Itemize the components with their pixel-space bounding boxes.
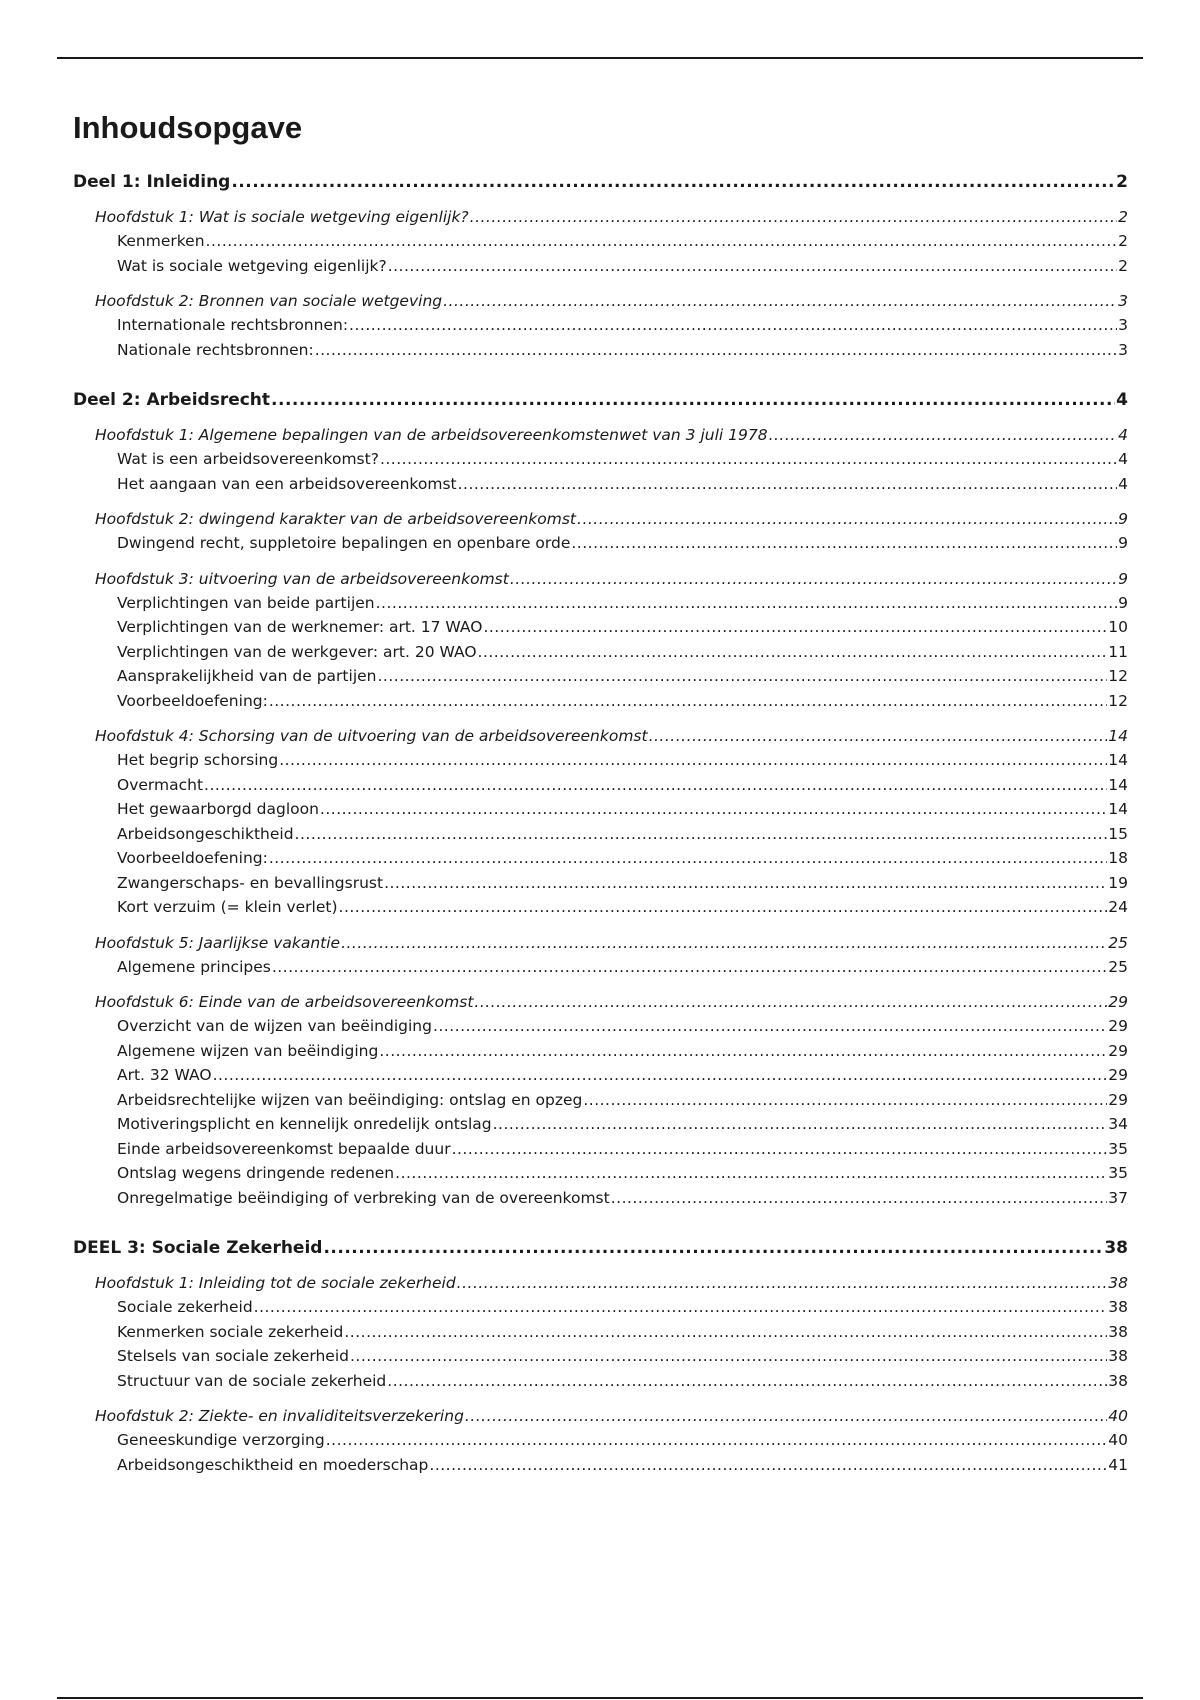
toc-section-entry-label: Einde arbeidsovereenkomst bepaalde duur bbox=[117, 1139, 451, 1158]
toc-section-entry[interactable] bbox=[73, 871, 1128, 896]
toc-chapter-entry-label: Hoofdstuk 3: uitvoering van de arbeidsovereenkomst bbox=[95, 569, 509, 588]
toc-chapter-entry-label: Hoofdstuk 5: Jaarlijkse vakantie bbox=[95, 933, 341, 952]
toc-section-entry-page-number: 29 bbox=[1108, 1017, 1128, 1035]
toc-chapter-entry-label: Hoofdstuk 2: dwingend karakter van de arbeidsovereenkomst bbox=[95, 510, 577, 528]
toc-section-entry-page-number: 9 bbox=[1118, 593, 1128, 612]
toc-section-entry-page-number: 38 bbox=[1108, 1298, 1128, 1316]
toc-part-entry-label: Deel 2: Arbeidsrecht bbox=[73, 390, 271, 410]
toc-section-entry[interactable] bbox=[73, 254, 1128, 279]
toc-section-entry-label: Sociale zekerheid bbox=[117, 1298, 253, 1316]
toc-chapter-entry[interactable] bbox=[73, 724, 1128, 748]
toc-section-entry-label: Arbeidsongeschiktheid en moederschap bbox=[117, 1455, 429, 1474]
toc-body bbox=[73, 170, 1128, 1477]
toc-section-entry-label: Aansprakelijkheid van de partijen bbox=[117, 667, 377, 685]
dot-leader bbox=[458, 472, 1118, 497]
toc-title: Inhoudsopgave bbox=[73, 110, 303, 145]
toc-chapter-entry-label: Hoofdstuk 1: Inleiding tot de sociale zekerheid bbox=[95, 1274, 456, 1292]
toc-section-entry-page-number: 40 bbox=[1108, 1431, 1128, 1449]
toc-section-entry[interactable] bbox=[73, 472, 1128, 497]
toc-part bbox=[73, 388, 1128, 1210]
toc-section-entry[interactable] bbox=[73, 1295, 1128, 1320]
toc-section-entry-page-number: 3 bbox=[1118, 340, 1128, 359]
toc-section-entry-page-number: 2 bbox=[1118, 232, 1128, 250]
dot-leader bbox=[583, 1088, 1107, 1113]
toc-chapter-entry-label: Hoofdstuk 2: Ziekte- en invaliditeitsverzekering bbox=[95, 1407, 464, 1425]
toc-section-entry-label: Onregelmatige beëindiging of verbreking van de overeenkomst bbox=[117, 1188, 610, 1207]
toc-chapter-entry-page-number: 38 bbox=[1108, 1274, 1128, 1292]
toc-chapter-entry-label: Hoofdstuk 6: Einde van de arbeidsovereenkomst bbox=[95, 993, 474, 1011]
toc-chapter bbox=[73, 567, 1128, 714]
dot-leader bbox=[433, 1014, 1107, 1039]
toc-section-entry-page-number: 9 bbox=[1118, 534, 1128, 552]
toc-section-entry-label: Zwangerschaps- en bevallingsrust bbox=[117, 873, 384, 892]
toc-chapter bbox=[73, 205, 1128, 278]
toc-section-entry-page-number: 14 bbox=[1108, 775, 1128, 794]
toc-section-entry-label: Kenmerken bbox=[117, 232, 205, 250]
toc-section-entry-page-number: 11 bbox=[1108, 642, 1128, 661]
dot-leader bbox=[279, 748, 1107, 773]
toc-chapter-entry-label: Hoofdstuk 1: Wat is sociale wetgeving eigenlijk? bbox=[95, 208, 469, 226]
toc-chapter-entry-page-number: 29 bbox=[1108, 993, 1128, 1011]
toc-chapter bbox=[73, 1271, 1128, 1393]
toc-section-entry[interactable] bbox=[73, 1088, 1128, 1113]
toc-section-entry[interactable] bbox=[73, 1344, 1128, 1369]
toc-section-entry-label: Kenmerken sociale zekerheid bbox=[117, 1322, 344, 1341]
toc-chapter bbox=[73, 423, 1128, 496]
dot-leader bbox=[339, 895, 1108, 920]
dot-leader bbox=[470, 205, 1117, 229]
toc-section-entry-page-number: 2 bbox=[1118, 256, 1128, 275]
toc-section-entry-page-number: 24 bbox=[1108, 898, 1128, 916]
dot-leader bbox=[320, 797, 1107, 822]
header-rule bbox=[57, 57, 1143, 59]
toc-section-entry-label: Voorbeeldoefening: bbox=[117, 849, 268, 867]
toc-part bbox=[73, 1236, 1128, 1477]
dot-leader bbox=[510, 567, 1117, 591]
toc-part-entry[interactable] bbox=[73, 1236, 1128, 1260]
dot-leader bbox=[323, 1236, 1103, 1260]
toc-chapter-entry-label: Hoofdstuk 2: Bronnen van sociale wetgeving bbox=[95, 292, 443, 310]
toc-section-entry-page-number: 14 bbox=[1108, 751, 1128, 769]
dot-leader bbox=[341, 931, 1107, 955]
dot-leader bbox=[611, 1186, 1108, 1211]
toc-section-entry[interactable] bbox=[73, 1014, 1128, 1039]
toc-section-entry-label: Voorbeeldoefening: bbox=[117, 691, 268, 710]
toc-section-entry-label: Algemene wijzen van beëindiging bbox=[117, 1041, 379, 1060]
toc-section-entry-page-number: 14 bbox=[1108, 800, 1128, 818]
toc-section-entry-page-number: 37 bbox=[1108, 1188, 1128, 1207]
toc-section-entry-page-number: 10 bbox=[1108, 618, 1128, 636]
dot-leader bbox=[326, 1428, 1108, 1453]
toc-section-entry[interactable] bbox=[73, 640, 1128, 665]
toc-section-entry-page-number: 4 bbox=[1118, 474, 1128, 493]
toc-section-entry-page-number: 25 bbox=[1108, 957, 1128, 976]
toc-section-entry-label: Verplichtingen van de werkgever: art. 20 WAO bbox=[117, 642, 477, 661]
toc-part-entry-page-number: 2 bbox=[1116, 172, 1128, 192]
toc-chapter-entry[interactable] bbox=[73, 567, 1128, 591]
toc-section-entry[interactable] bbox=[73, 1063, 1128, 1088]
toc-part-entry-page-number: 4 bbox=[1116, 390, 1128, 410]
dot-leader bbox=[295, 822, 1108, 847]
dot-leader bbox=[457, 1271, 1108, 1295]
toc-chapter-entry[interactable] bbox=[73, 423, 1128, 447]
toc-section-entry-page-number: 12 bbox=[1108, 691, 1128, 710]
toc-section-entry-page-number: 38 bbox=[1108, 1322, 1128, 1341]
dot-leader bbox=[213, 1063, 1108, 1088]
toc-chapter-entry-label: Hoofdstuk 4: Schorsing van de uitvoering van de arbeidsovereenkomst bbox=[95, 727, 648, 745]
toc-chapter-entry-page-number: 9 bbox=[1118, 510, 1128, 528]
toc-chapter bbox=[73, 724, 1128, 920]
toc-part-entry-label: Deel 1: Inleiding bbox=[73, 172, 231, 192]
toc-chapter-entry-page-number: 9 bbox=[1118, 569, 1128, 588]
toc-section-entry[interactable] bbox=[73, 313, 1128, 338]
toc-chapter bbox=[73, 931, 1128, 980]
dot-leader bbox=[377, 664, 1107, 689]
toc-chapter-entry-label: Hoofdstuk 1: Algemene bepalingen van de arbeidsovereenkomstenwet van 3 juli 1978 bbox=[95, 426, 768, 444]
toc-section-entry-label: Wat is sociale wetgeving eigenlijk? bbox=[117, 256, 387, 275]
toc-section-entry-label: Verplichtingen van de werknemer: art. 17 WAO bbox=[117, 618, 483, 636]
toc-section-entry-page-number: 4 bbox=[1118, 450, 1128, 468]
toc-section-entry-page-number: 29 bbox=[1108, 1066, 1128, 1084]
dot-leader bbox=[206, 229, 1118, 254]
toc-section-entry-label: Het aangaan van een arbeidsovereenkomst bbox=[117, 474, 457, 493]
toc-chapter bbox=[73, 990, 1128, 1210]
toc-section-entry-label: Kort verzuim (= klein verlet) bbox=[117, 898, 338, 916]
dot-leader bbox=[649, 724, 1108, 748]
dot-leader bbox=[443, 289, 1117, 313]
toc-section-entry-page-number: 29 bbox=[1108, 1041, 1128, 1060]
toc-section-entry[interactable] bbox=[73, 1039, 1128, 1064]
toc-chapter-entry[interactable] bbox=[73, 1404, 1128, 1428]
toc-section-entry-label: Wat is een arbeidsovereenkomst? bbox=[117, 450, 379, 468]
toc-section-entry-page-number: 29 bbox=[1108, 1090, 1128, 1109]
toc-section-entry-label: Arbeidsongeschiktheid bbox=[117, 824, 294, 843]
toc-part bbox=[73, 170, 1128, 362]
dot-leader bbox=[204, 773, 1107, 798]
toc-chapter bbox=[73, 289, 1128, 362]
toc-chapter bbox=[73, 1404, 1128, 1477]
toc-section-entry-label: Het begrip schorsing bbox=[117, 751, 279, 769]
dot-leader bbox=[465, 1404, 1107, 1428]
toc-section-entry[interactable] bbox=[73, 1186, 1128, 1211]
toc-section-entry[interactable] bbox=[73, 895, 1128, 920]
toc-section-entry-label: Art. 32 WAO bbox=[117, 1066, 212, 1084]
dot-leader bbox=[387, 1369, 1107, 1394]
toc-section-entry[interactable] bbox=[73, 689, 1128, 714]
dot-leader bbox=[452, 1137, 1108, 1162]
toc-chapter-entry[interactable] bbox=[73, 289, 1128, 313]
toc-section-entry[interactable] bbox=[73, 955, 1128, 980]
toc-section-entry-label: Nationale rechtsbronnen: bbox=[117, 340, 314, 359]
toc-section-entry-page-number: 15 bbox=[1108, 824, 1128, 843]
toc-section-entry[interactable] bbox=[73, 1320, 1128, 1345]
toc-section-entry[interactable] bbox=[73, 797, 1128, 822]
toc-part-entry[interactable] bbox=[73, 170, 1128, 194]
toc-section-entry-page-number: 41 bbox=[1108, 1455, 1128, 1474]
dot-leader bbox=[349, 313, 1117, 338]
toc-chapter bbox=[73, 507, 1128, 556]
toc-section-entry-label: Stelsels van sociale zekerheid bbox=[117, 1347, 349, 1365]
dot-leader bbox=[769, 423, 1118, 447]
toc-chapter-entry[interactable] bbox=[73, 931, 1128, 955]
dot-leader bbox=[474, 990, 1107, 1014]
toc-section-entry-page-number: 12 bbox=[1108, 667, 1128, 685]
dot-leader bbox=[254, 1295, 1108, 1320]
toc-chapter-entry[interactable] bbox=[73, 205, 1128, 229]
toc-section-entry[interactable] bbox=[73, 1453, 1128, 1478]
toc-section-entry[interactable] bbox=[73, 1369, 1128, 1394]
toc-section-entry-page-number: 3 bbox=[1118, 316, 1128, 334]
toc-section-entry[interactable] bbox=[73, 338, 1128, 363]
dot-leader bbox=[269, 689, 1107, 714]
dot-leader bbox=[376, 591, 1118, 616]
footer-rule bbox=[57, 1697, 1143, 1699]
toc-section-entry[interactable] bbox=[73, 591, 1128, 616]
toc-part-entry-page-number: 38 bbox=[1104, 1238, 1128, 1258]
dot-leader bbox=[384, 871, 1107, 896]
toc-section-entry-label: Motiveringsplicht en kennelijk onredelijk ontslag bbox=[117, 1115, 492, 1133]
toc-section-entry[interactable] bbox=[73, 822, 1128, 847]
dot-leader bbox=[571, 531, 1117, 556]
dot-leader bbox=[379, 1039, 1107, 1064]
toc-section-entry[interactable] bbox=[73, 773, 1128, 798]
dot-leader bbox=[388, 254, 1117, 279]
dot-leader bbox=[344, 1320, 1107, 1345]
toc-section-entry-label: Structuur van de sociale zekerheid bbox=[117, 1371, 387, 1390]
table-of-contents bbox=[73, 108, 1128, 1488]
toc-chapter-entry-page-number: 4 bbox=[1118, 426, 1128, 444]
toc-section-entry-label: Algemene principes bbox=[117, 957, 271, 976]
toc-chapter-entry[interactable] bbox=[73, 990, 1128, 1014]
toc-chapter-entry-page-number: 40 bbox=[1108, 1407, 1128, 1425]
toc-section-entry[interactable] bbox=[73, 846, 1128, 871]
toc-section-entry-label: Het gewaarborgd dagloon bbox=[117, 800, 319, 818]
dot-leader bbox=[395, 1161, 1107, 1186]
dot-leader bbox=[483, 615, 1107, 640]
toc-section-entry-label: Arbeidsrechtelijke wijzen van beëindiging: ontslag en opzeg bbox=[117, 1090, 583, 1109]
toc-part-entry[interactable] bbox=[73, 388, 1128, 412]
toc-section-entry-label: Overzicht van de wijzen van beëindiging bbox=[117, 1017, 432, 1035]
toc-section-entry[interactable] bbox=[73, 1112, 1128, 1137]
toc-section-entry[interactable] bbox=[73, 1161, 1128, 1186]
toc-section-entry[interactable] bbox=[73, 615, 1128, 640]
toc-chapter-entry-page-number: 25 bbox=[1108, 933, 1128, 952]
toc-section-entry-label: Verplichtingen van beide partijen bbox=[117, 593, 375, 612]
toc-section-entry-label: Overmacht bbox=[117, 775, 204, 794]
toc-section-entry-label: Geneeskundige verzorging bbox=[117, 1431, 325, 1449]
toc-section-entry-page-number: 35 bbox=[1108, 1164, 1128, 1182]
dot-leader bbox=[380, 447, 1117, 472]
toc-section-entry-page-number: 19 bbox=[1108, 873, 1128, 892]
toc-section-entry-label: Dwingend recht, suppletoire bepalingen en openbare orde bbox=[117, 534, 571, 552]
toc-section-entry[interactable] bbox=[73, 1137, 1128, 1162]
toc-chapter-entry[interactable] bbox=[73, 1271, 1128, 1295]
dot-leader bbox=[269, 846, 1107, 871]
dot-leader bbox=[271, 388, 1115, 412]
toc-chapter-entry[interactable] bbox=[73, 507, 1128, 531]
toc-section-entry-label: Internationale rechtsbronnen: bbox=[117, 316, 349, 334]
toc-section-entry[interactable] bbox=[73, 531, 1128, 556]
dot-leader bbox=[577, 507, 1117, 531]
toc-chapter-entry-page-number: 3 bbox=[1118, 292, 1128, 310]
dot-leader bbox=[478, 640, 1108, 665]
toc-section-entry-page-number: 38 bbox=[1108, 1347, 1128, 1365]
dot-leader bbox=[429, 1453, 1107, 1478]
toc-part-entry-label: DEEL 3: Sociale Zekerheid bbox=[73, 1238, 323, 1258]
dot-leader bbox=[493, 1112, 1108, 1137]
dot-leader bbox=[231, 170, 1115, 194]
toc-section-entry-page-number: 34 bbox=[1108, 1115, 1128, 1133]
dot-leader bbox=[315, 338, 1117, 363]
toc-chapter-entry-page-number: 2 bbox=[1118, 208, 1128, 226]
toc-section-entry[interactable] bbox=[73, 748, 1128, 773]
toc-section-entry-page-number: 38 bbox=[1108, 1371, 1128, 1390]
toc-section-entry[interactable] bbox=[73, 229, 1128, 254]
toc-section-entry-label: Ontslag wegens dringende redenen bbox=[117, 1164, 395, 1182]
toc-chapter-entry-page-number: 14 bbox=[1108, 727, 1128, 745]
toc-section-entry[interactable] bbox=[73, 664, 1128, 689]
toc-section-entry[interactable] bbox=[73, 447, 1128, 472]
toc-section-entry[interactable] bbox=[73, 1428, 1128, 1453]
toc-section-entry-page-number: 18 bbox=[1108, 849, 1128, 867]
dot-leader bbox=[350, 1344, 1107, 1369]
toc-section-entry-page-number: 35 bbox=[1108, 1139, 1128, 1158]
dot-leader bbox=[272, 955, 1107, 980]
